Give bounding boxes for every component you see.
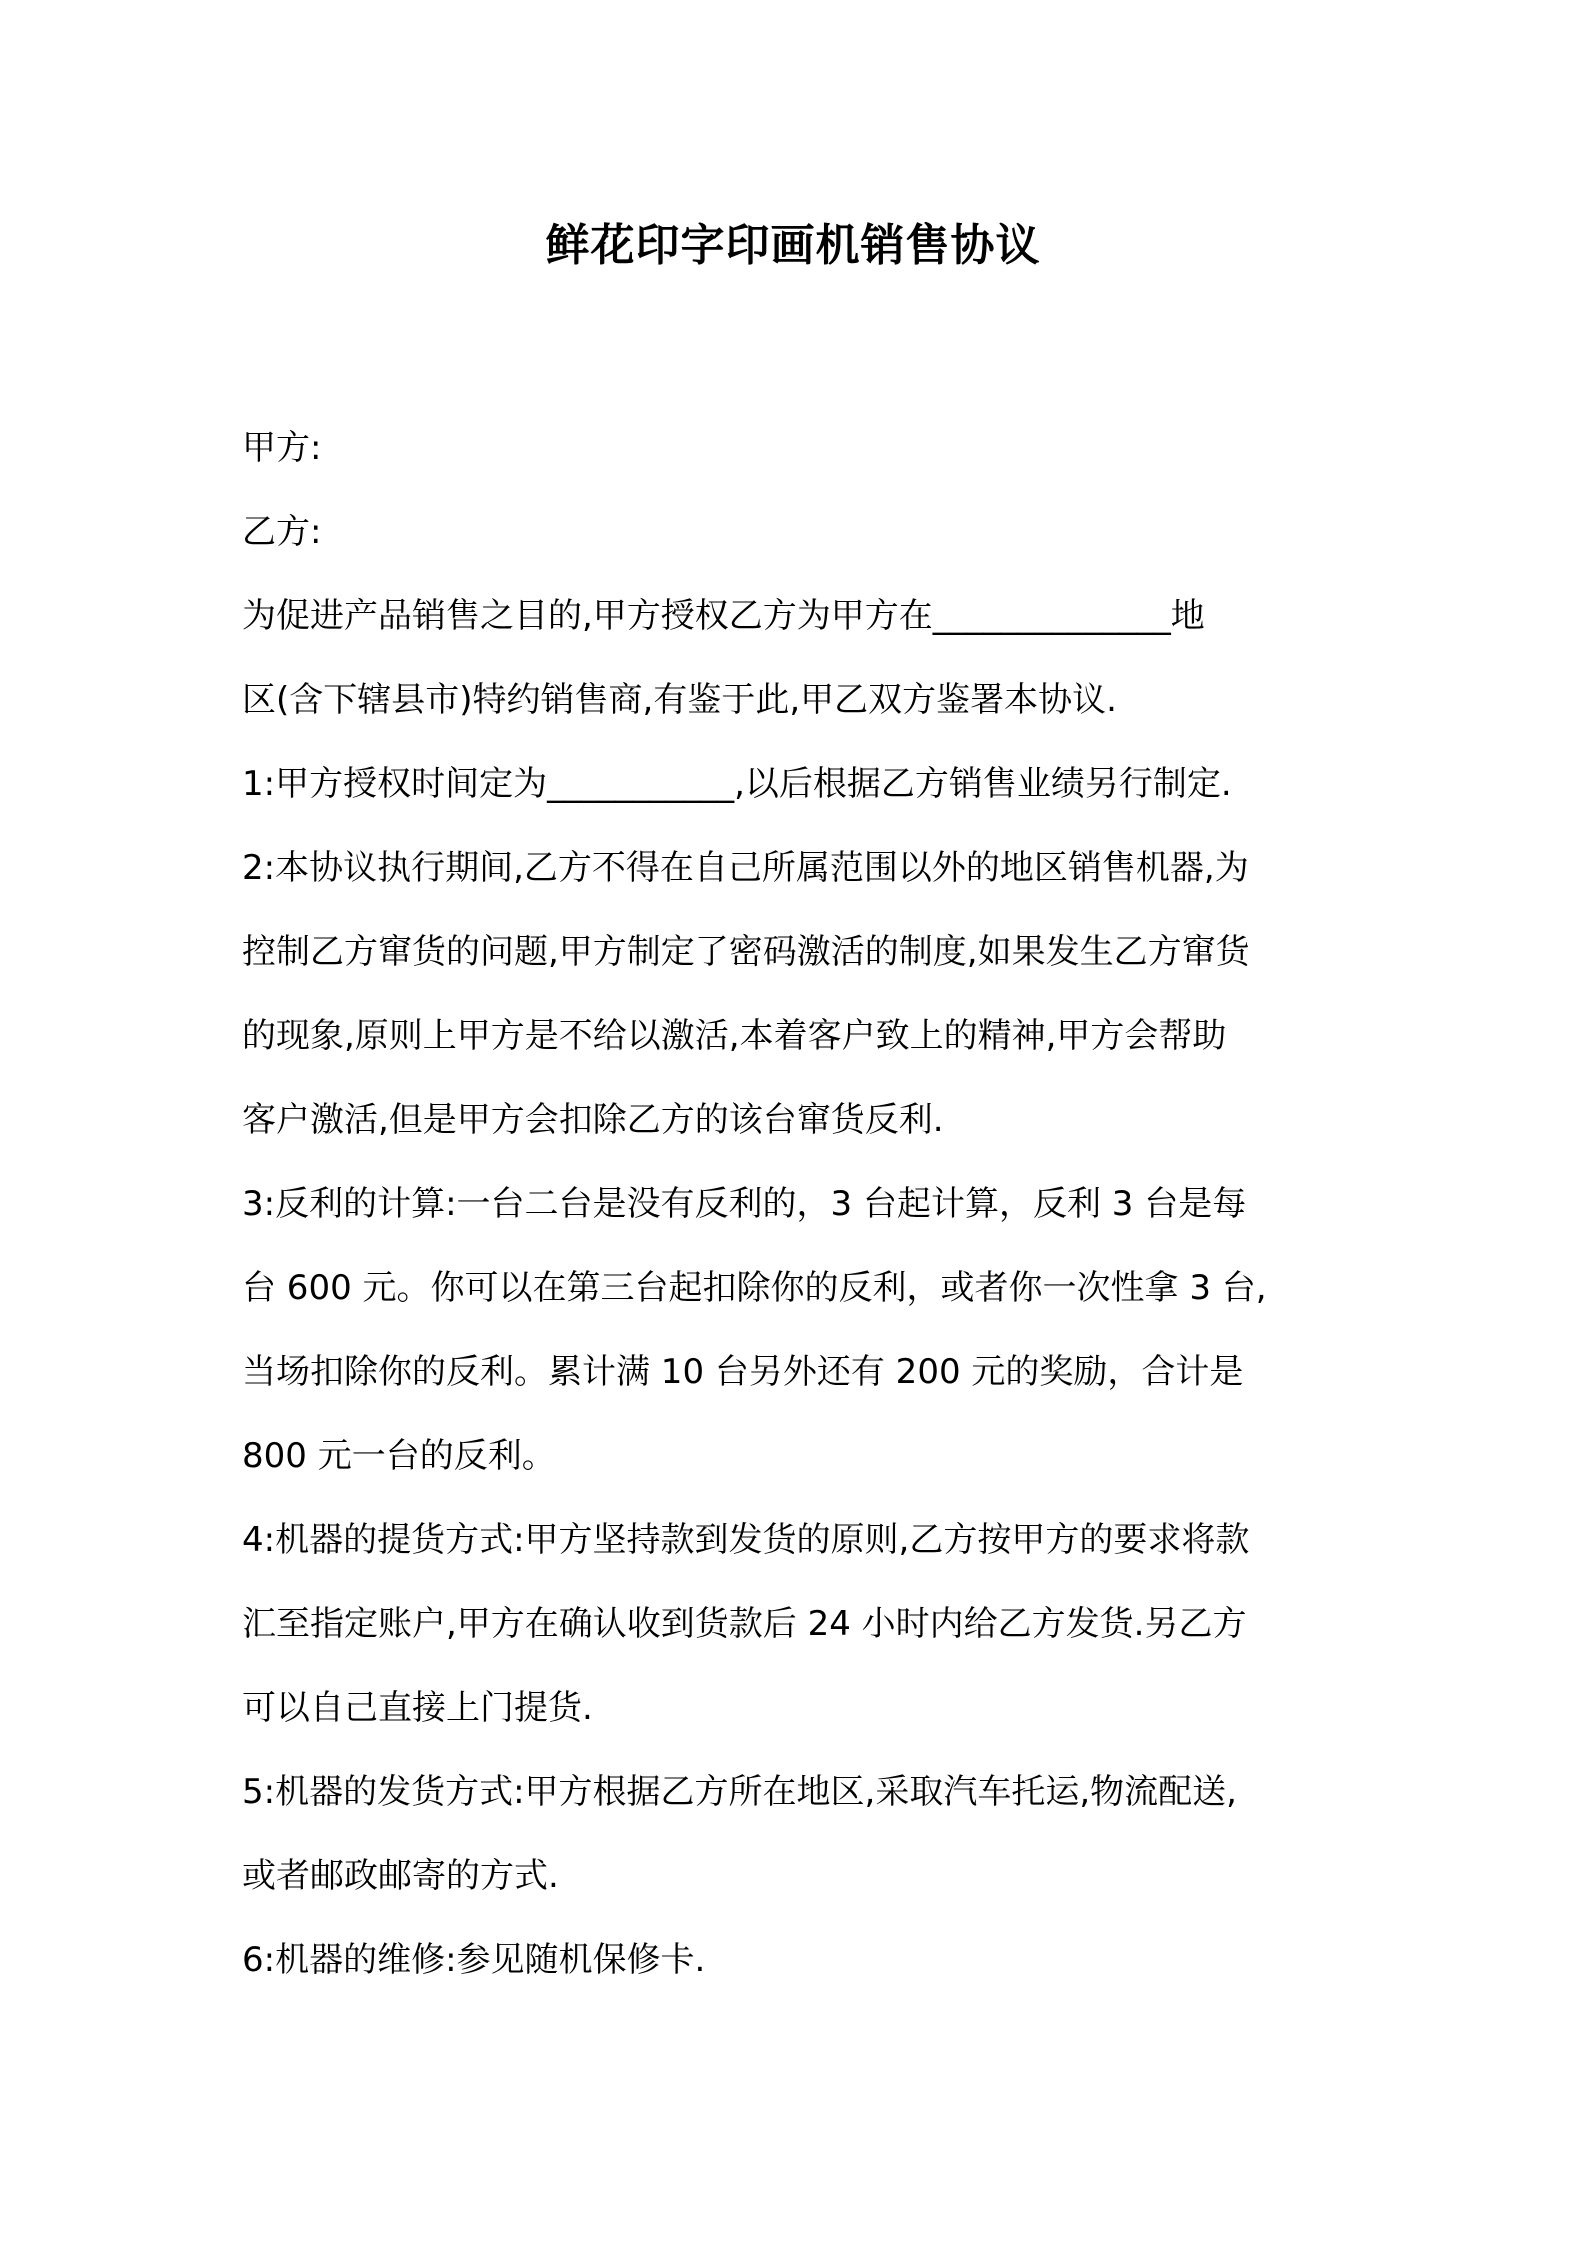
- clause-3-line-4: 800 元一台的反利。: [242, 1436, 556, 1476]
- clause-4-line-3: 可以自己直接上门提货.: [242, 1688, 593, 1728]
- clause-2-line-4: 客户激活,但是甲方会扣除乙方的该台窜货反利.: [242, 1100, 944, 1140]
- party-b-line: 乙方:: [242, 512, 322, 552]
- clause-1-line-1: 1:甲方授权时间定为___________,以后根据乙方销售业绩另行制定.: [242, 764, 1232, 804]
- clause-3-line-3: 当场扣除你的反利。累计满 10 台另外还有 200 元的奖励，合计是: [242, 1352, 1244, 1392]
- clause-5-line-1: 5:机器的发货方式:甲方根据乙方所在地区,采取汽车托运,物流配送,: [242, 1772, 1237, 1812]
- clause-2-line-3: 的现象,原则上甲方是不给以激活,本着客户致上的精神,甲方会帮助: [242, 1016, 1227, 1056]
- preamble-line-2: 区(含下辖县市)特约销售商,有鉴于此,甲乙双方鉴署本协议.: [242, 680, 1117, 720]
- clause-5-line-2: 或者邮政邮寄的方式.: [242, 1856, 559, 1896]
- preamble-line-1: 为促进产品销售之目的,甲方授权乙方为甲方在______________地: [242, 596, 1205, 636]
- clause-4-line-2: 汇至指定账户,甲方在确认收到货款后 24 小时内给乙方发货.另乙方: [242, 1604, 1247, 1644]
- clause-3-line-2: 台 600 元。你可以在第三台起扣除你的反利，或者你一次性拿 3 台,: [242, 1268, 1267, 1308]
- clause-2-line-2: 控制乙方窜货的问题,甲方制定了密码激活的制度,如果发生乙方窜货: [242, 932, 1250, 972]
- clause-2-line-1: 2:本协议执行期间,乙方不得在自己所属范围以外的地区销售机器,为: [242, 848, 1249, 888]
- document-title: 鲜花印字印画机销售协议: [545, 220, 1041, 271]
- document-body: [242, 406, 1362, 2002]
- party-a-line: 甲方:: [242, 428, 322, 468]
- clause-4-line-1: 4:机器的提货方式:甲方坚持款到发货的原则,乙方按甲方的要求将款: [242, 1520, 1250, 1560]
- clause-3-line-1: 3:反利的计算:一台二台是没有反利的，3 台起计算，反利 3 台是每: [242, 1184, 1247, 1224]
- clause-6-line-1: 6:机器的维修:参见随机保修卡.: [242, 1940, 706, 1980]
